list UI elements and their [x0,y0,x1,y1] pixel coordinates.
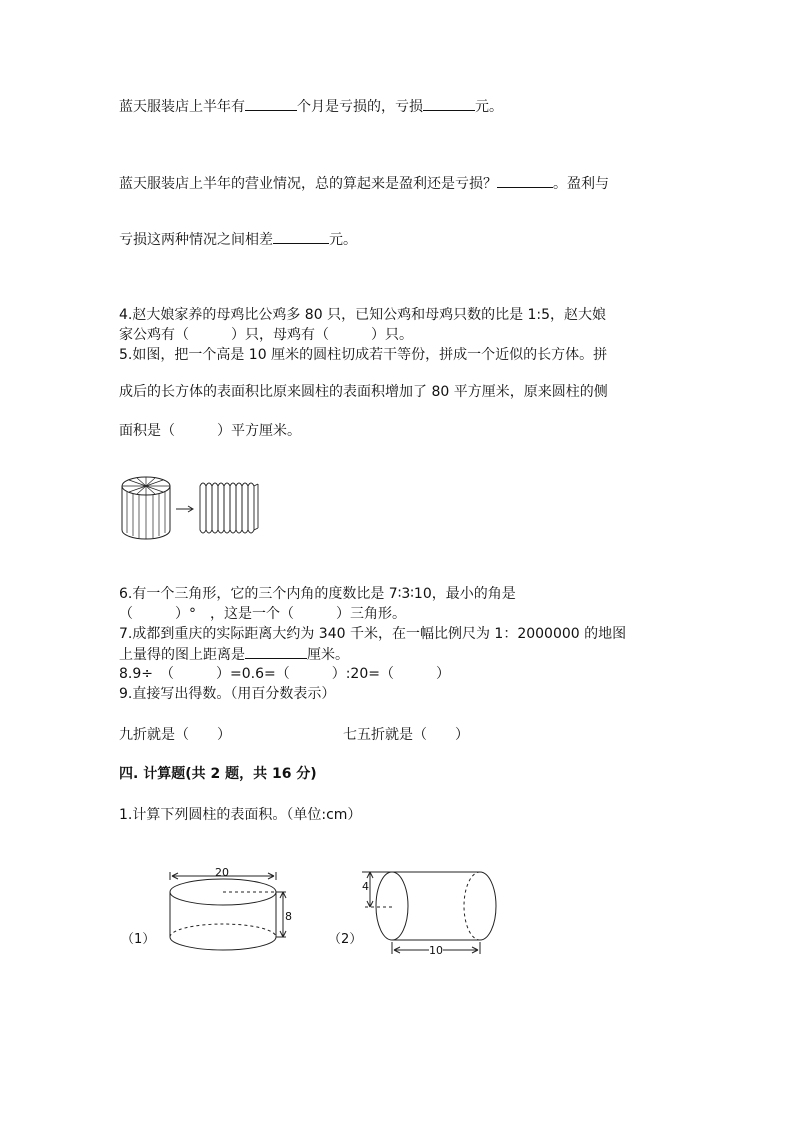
question-6-line2: （ ）° ，这是一个（ ）三角形。 [119,606,406,622]
question-4-line2: 家公鸡有（ ）只，母鸡有（ ）只。 [119,327,413,343]
question-line [119,98,503,115]
text: 元。 [475,99,503,115]
text: 蓝天服装店上半年有 [119,99,245,115]
figure-1-side-dimension: 8 [285,910,292,923]
calc-question-1: 1.计算下列圆柱的表面积。（单位:cm） [119,807,362,823]
answer-blank [497,175,553,188]
figure-2-label: （2） [328,932,363,947]
question-5-line3: 面积是（ ）平方厘米。 [119,423,301,439]
question-6-line1: 6.有一个三角形，它的三个内角的度数比是 7∶3∶10，最小的角是 [119,586,516,602]
text: 。盈利与 [553,176,609,192]
question-8-line: 8.9÷ （ ）=0.6=（ ）:20=（ ） [119,666,450,682]
question-5-line1: 5.如图，把一个高是 10 厘米的圆柱切成若干等份，拼成一个近似的长方体。拼 [119,347,608,363]
answer-blank [273,231,329,244]
question-5-line2: 成后的长方体的表面积比原来圆柱的表面积增加了 80 平方厘米，原来圆柱的侧 [119,384,608,400]
answer-blank [245,646,307,659]
text: 蓝天服装店上半年的营业情况，总的算起来是盈利还是亏损？ [119,176,497,192]
section-heading: 四. 计算题(共 2 题，共 16 分) [119,766,317,782]
text: 元。 [329,232,357,248]
figure-2-bottom-dimension: 10 [429,944,443,957]
answer-blank [245,98,297,111]
figure-2-side-dimension: 4 [362,880,369,893]
cylinder-cut-figure [118,472,268,542]
text: 上量得的图上距离是 [119,647,245,663]
figure-1-top-dimension: 20 [215,866,229,879]
question-7-line2 [119,646,349,663]
answer-blank [423,98,475,111]
figure-1-label: （1） [121,932,156,947]
question-9-part-b: 七五折就是（ ） [343,727,469,743]
question-7-line1: 7.成都到重庆的实际距离大约为 340 千米，在一幅比例尺为 1：2000000 的地图 [119,626,627,642]
text: 亏损这两种情况之间相差 [119,232,273,248]
question-9-part-a: 九折就是（ ） [119,727,231,743]
text: 厘米。 [307,647,349,663]
question-line [119,175,609,192]
question-9-title: 9.直接写出得数。（用百分数表示） [119,686,336,702]
question-line [119,231,357,248]
text: 个月是亏损的，亏损 [297,99,423,115]
question-4-line1: 4.赵大娘家养的母鸡比公鸡多 80 只，已知公鸡和母鸡只数的比是 1:5，赵大娘 [119,307,607,323]
